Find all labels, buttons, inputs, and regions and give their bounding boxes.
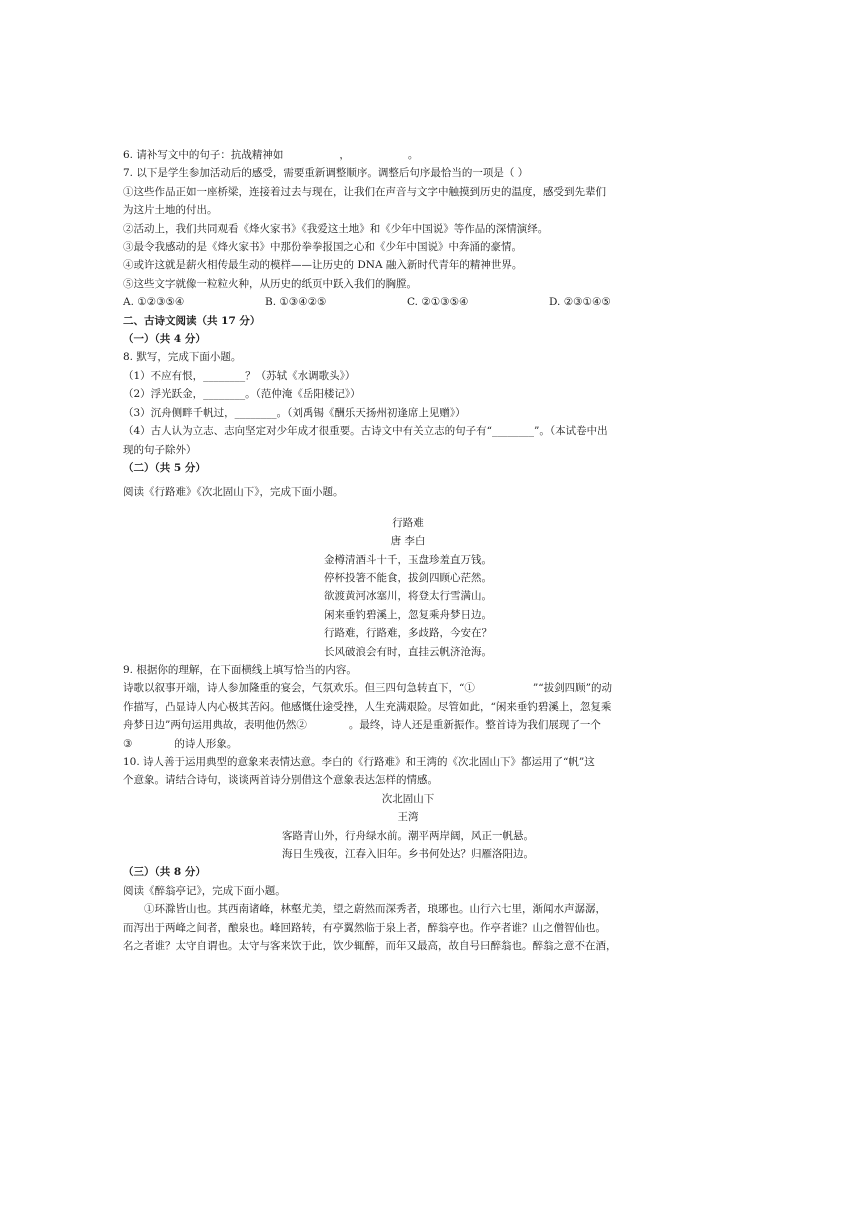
poem-line: 金樽清酒斗十千，玉盘珍羞直万钱。 [324,553,492,566]
question-6-separator: ， [339,149,350,161]
question-8-stem: 8. 默写，完成下面小题。 [123,351,242,364]
poem-line: 欲渡黄河冰塞川，将登太行雪满山。 [324,590,492,603]
poem-author: 王湾 [397,811,419,824]
part-3-title: （三）（共 8 分） [123,866,206,879]
question-9-text: 诗歌以叙事开端，诗人参加隆重的宴会，气氛欢乐。但三四句急转直下，“① [123,682,475,695]
question-10-line-1: 10. 诗人善于运用典型的意象来表情达意。李白的《行路难》和王湾的《次北固山下》都运用了“帆”这 [123,756,595,768]
sentence-5: ⑤这些文字就像一粒粒火种，从历史的纸页中跃入我们的胸膛。 [123,277,417,290]
question-9-line-1 [123,679,693,697]
question-9-text: 的诗人形象。 [174,737,238,750]
question-8-item-4a: （4）古人认为立志、志向坚定对少年成才很重要。古诗文中有关立志的句子有“________”。（本试卷中出 [123,425,608,438]
question-9-text: 。最终，诗人还是重新振作。整首诗为我们展现了一个 [348,719,601,732]
poem-line: 停杯投箸不能食，拔剑四顾心茫然。 [324,571,492,584]
question-7-stem: 7. 以下是学生参加活动后的感受，需要重新调整顺序。调整后句序最恰当的一项是（ ） [123,167,529,180]
poem-line: 行路难，行路难，多歧路，今安在？ [324,627,492,640]
part-1-title: （一）（共 4 分） [123,333,206,346]
question-9-text: 舟梦日边”两句运用典故，表明他仍然② [123,719,307,732]
question-10-line-2: 个意象。请结合诗句，谈谈两首诗分别借这个意象表达怎样的情感。 [123,774,438,787]
option-d: D. ②③①④⑤ [549,296,611,309]
question-6-text: 6. 请补写文中的句子：抗战精神如 [123,149,284,161]
question-8-item-2: （2）浮光跃金，________。（范仲淹《岳阳楼记》） [123,388,361,401]
option-b: B. ①③④②⑤ [265,296,327,309]
question-8-item-3: （3）沉舟侧畔千帆过，________。（刘禹锡《酬乐天扬州初逢席上见赠》） [123,406,466,419]
sentence-3: ③最令我感动的是《烽火家书》中那份拳拳报国之心和《少年中国说》中奔涌的豪情。 [123,241,522,254]
question-6-end: 。 [407,149,419,161]
question-9-text: ”“拔剑四顾”的动 [532,682,612,695]
option-a: A. ①②③⑤④ [123,296,185,309]
poem-author: 唐 李白 [390,535,426,548]
poem-title: 行路难 [392,516,424,529]
section-2-title: 二、古诗文阅读（共 17 分） [123,314,261,327]
question-8-item-1: （1）不应有恨，________？（苏轼《水调歌头》） [123,369,356,382]
question-9-line-4 [123,735,693,753]
question-9-line-2: 作描写，凸显诗人内心极其苦闷。他感慨仕途受挫，人生充满艰险。尽管如此，“闲来垂钓碧溪上，忽复乘 [123,700,612,713]
poem-xinglunan [123,514,693,661]
question-8-item-4b: 现的句子除外） [123,443,197,456]
poem-line: 长风破浪会有时，直挂云帆济沧海。 [324,645,492,658]
part-2-intro: 阅读《行路难》《次北固山下》，完成下面小题。 [123,486,344,499]
passage-line-2: 而泻出于两峰之间者，酿泉也。峰回路转，有亭翼然临于泉上者，醉翁亭也。作亭者谁？山之僧智仙也。 [123,921,606,934]
exam-page [123,146,693,955]
sentence-2: ②活动上，我们共同观看《烽火家书》《我爱这土地》和《少年中国说》等作品的深情演绎。 [123,222,549,235]
question-9-text: ③ [123,737,133,750]
poem-title: 次北固山下 [381,792,435,805]
poem-line: 客路青山外，行舟绿水前。潮平两岸阔，风正一帆悬。 [282,829,534,842]
part-3-intro: 阅读《醉翁亭记》，完成下面小题。 [123,884,286,897]
part-2-title: （二）（共 5 分） [123,461,206,474]
passage-line-3: 名之者谁？太守自谓也。太守与客来饮于此，饮少辄醉，而年又最高，故自号曰醉翁也。醉翁之意不在酒， [123,940,617,953]
question-7-options [123,293,693,311]
sentence-4: ④或许这就是薪火相传最生动的模样——让历史的 DNA 融入新时代青年的精神世界。 [123,259,523,272]
poem-line: 海日生残夜，江春入旧年。乡书何处达？归雁洛阳边。 [282,848,534,861]
poem-line: 闲来垂钓碧溪上，忽复乘舟梦日边。 [324,608,492,621]
option-c: C. ②①③⑤④ [407,296,469,309]
sentence-1b: 为这片土地的付出。 [123,204,218,217]
question-9-stem: 9. 根据你的理解，在下面横线上填写恰当的内容。 [123,663,357,676]
passage-line-1: ①环滁皆山也。其西南诸峰，林壑尤美，望之蔚然而深秀者，琅琊也。山行六七里，渐闻水声潺潺， [144,903,606,916]
poem-cibeigushanxia [123,790,693,864]
question-6 [123,146,693,164]
question-9-line-3 [123,716,693,734]
sentence-1a: ①这些作品正如一座桥梁，连接着过去与现在，让我们在声音与文字中触摸到历史的温度，感受到先辈们 [123,185,606,198]
